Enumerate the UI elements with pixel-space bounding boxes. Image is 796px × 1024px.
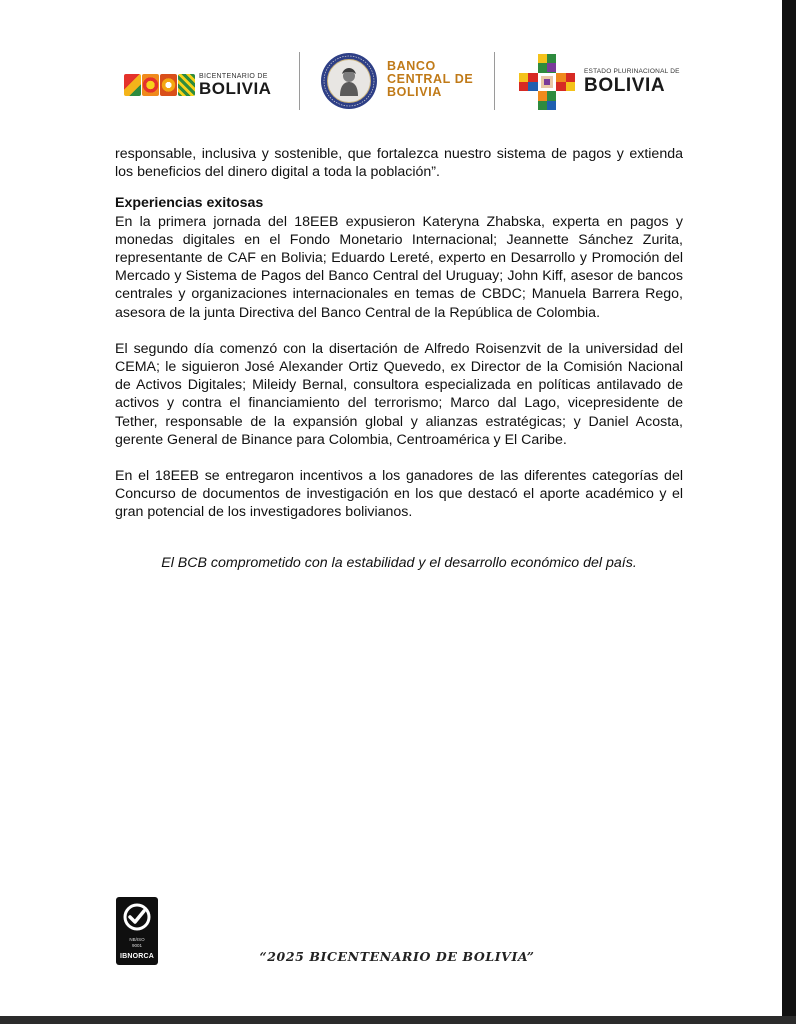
paragraph-awards: En el 18EEB se entregaron incentivos a los ganadores de las diferentes categorías del Concurso de documentos de investigación en los que destacó el aporte académico y el gran potencial de los investigadores bolivianos. — [115, 468, 683, 521]
paragraph-first-day: En la primera jornada del 18EEB expusieron Kateryna Zhabska, experta en pagos y monedas digitales en el Fondo Monetario Internacional; Jeannette Sánchez Zurita, representante de CAF en Bolivia; Eduardo Lereté, experto en Desarrollo y Promoción del Mercado y Sistema de Pagos del Banco Central del Uruguay; John Kiff, asesor de bancos centrales y organizaciones internacionales en temas de CBDC; Manuela Barrera Rego, asesora de la junta Directiva del Banco Central de la República de Colombia. — [115, 213, 683, 321]
bicentenario-big-text: BOLIVIA — [199, 79, 272, 98]
estado-logo-text — [584, 69, 680, 95]
bicentenario-emblem-icon — [124, 74, 195, 96]
header-divider — [299, 52, 300, 110]
ibnorca-badge — [116, 897, 158, 965]
bcb-name-line3: BOLIVIA — [387, 85, 442, 99]
checkmark-icon — [123, 903, 151, 931]
header-divider — [494, 52, 495, 110]
scan-edge — [0, 1016, 796, 1024]
section-heading: Experiencias exitosas — [115, 195, 264, 212]
cert-standard: NB/ISO — [129, 937, 145, 942]
lead-paragraph: responsable, inclusiva y sostenible, que fortalezca nuestro sistema de pagos y extienda los beneficios del dinero digital a toda la población”. — [115, 146, 683, 181]
bcb-seal-icon — [320, 52, 378, 110]
estado-small-text: ESTADO PLURINACIONAL DE — [584, 68, 680, 75]
bcb-name-line2: CENTRAL DE — [387, 72, 474, 86]
estado-big-text: BOLIVIA — [584, 74, 666, 96]
bcb-name-line1: BANCO — [387, 59, 436, 73]
scan-edge — [782, 0, 796, 1024]
bicentenario-small-text: BICENTENARIO DE — [199, 73, 268, 80]
footer-motto: “2025 BICENTENARIO DE BOLIVIA” — [259, 949, 535, 964]
bicentenario-logo — [124, 70, 271, 100]
cert-name: IBNORCA — [119, 953, 155, 960]
cert-number: 9001 — [131, 943, 142, 948]
article-body — [115, 145, 683, 572]
closing-statement: El BCB comprometido con la estabilidad y el desarrollo económico del país. — [161, 554, 637, 571]
bcb-name — [387, 60, 473, 99]
chakana-emblem-icon — [519, 54, 575, 110]
paragraph-second-day: El segundo día comenzó con la disertación de Alfredo Roisenzvit de la universidad del CEMA; le siguieron José Alexander Ortiz Quevedo, ex Director de la Comisión Nacional de Activos Digitales; Mileidy Bernal, consultora especializada en políticas antilavado de activos y contra el financiamiento del terrorismo; Marco dal Lago, vicepresidente de Tether, responsable de la expansión global y alianzas estratégicas; y Daniel Acosta, gerente General de Binance para Colombia, Centroamérica y El Caribe. — [115, 340, 683, 448]
